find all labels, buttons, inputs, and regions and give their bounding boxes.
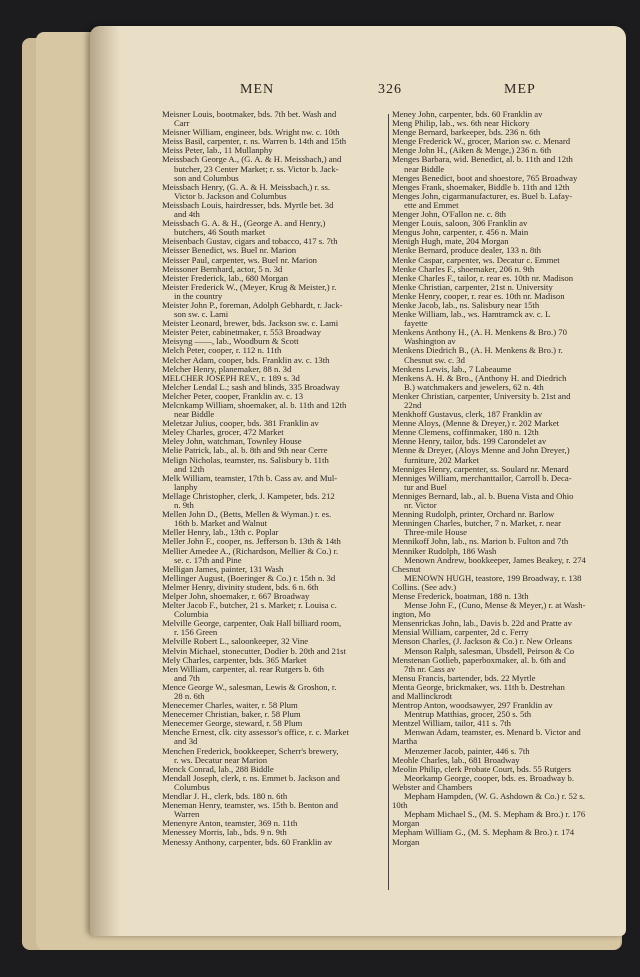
directory-entry: Meiss Basil, carpenter, r. ns. Warren b. 14th and 15th bbox=[162, 137, 347, 147]
directory-entry: ington, Mo bbox=[392, 610, 431, 620]
directory-entry-continuation: butchers, 46 South market bbox=[174, 228, 266, 238]
directory-entry-continuation: Menzemer Jacob, painter, 446 s. 7th bbox=[404, 746, 530, 756]
directory-entry: Menke Charles F., shoemaker, 206 n. 9th bbox=[392, 264, 535, 274]
directory-entry-continuation: n. 9th bbox=[174, 501, 194, 511]
directory-entry: Menges Barbara, wid. Benedict, al. b. 11th and 12th bbox=[392, 155, 573, 165]
directory-entry-continuation: lanphy bbox=[174, 482, 198, 492]
directory-entry-continuation: Chesnut sw. c. 3d bbox=[404, 355, 465, 365]
directory-entry-continuation: nr. Victor bbox=[404, 501, 437, 511]
directory-entry-continuation: 16th b. Market and Walnut bbox=[174, 519, 267, 529]
directory-entry-continuation: Columbia bbox=[174, 610, 209, 620]
directory-entry: Melmer Henry, divinity student, bds. 6 n. 6th bbox=[162, 582, 319, 592]
directory-entry: Menstenan Gotlieb, paperboxmaker, al. b. 6th and bbox=[392, 655, 566, 665]
directory-entry-continuation: ette and Emmet bbox=[404, 200, 459, 210]
directory-entry-continuation: Columbus bbox=[174, 782, 210, 792]
directory-entry: Chesnut bbox=[392, 564, 421, 574]
directory-entry: Meisenbach Gustav, cigars and tobacco, 417 s. 7th bbox=[162, 237, 338, 247]
directory-entry: Webster and Chambers bbox=[392, 782, 473, 792]
directory-entry: 10th bbox=[392, 801, 408, 811]
directory-entry: Meneman Henry, teamster, ws. 15th b. Benton and bbox=[162, 801, 338, 811]
directory-entry: Melligan James, painter, 131 Wash bbox=[162, 564, 284, 574]
directory-entry: Mense Frederick, boatman, 188 n. 13th bbox=[392, 591, 529, 601]
directory-entry: Meller Henry, lab., 13th c. Poplar bbox=[162, 528, 279, 538]
column-divider bbox=[388, 114, 389, 890]
directory-entry: Menker Christian, carpenter, University b. 21st and bbox=[392, 391, 571, 401]
directory-entry: Menne Henry, tailor, bds. 199 Carondelet av bbox=[392, 437, 547, 447]
directory-entry: Menck Conrad, lab., 288 Biddle bbox=[162, 764, 274, 774]
directory-entry: Meletzar Julius, cooper, bds. 381 Franklin av bbox=[162, 419, 319, 429]
directory-entry: Melcher Adam, cooper, bds. Franklin av. c. 13th bbox=[162, 355, 330, 365]
directory-entry: Melper John, shoemaker, r. 667 Broadway bbox=[162, 591, 310, 601]
directory-entry: Menkhoff Gustavus, clerk, 187 Franklin av bbox=[392, 410, 543, 420]
directory-entry: Meisser Paul, carpenter, ws. Buel nr. Marion bbox=[162, 255, 318, 265]
directory-entry: Melch Peter, cooper, r. 112 n. 11th bbox=[162, 346, 282, 356]
directory-entry: Menne Aloys, (Menne & Dreyer,) r. 202 Market bbox=[392, 419, 560, 429]
directory-entry-continuation: son sw. c. Lami bbox=[174, 310, 229, 320]
directory-entry-continuation: Warren bbox=[174, 810, 200, 820]
directory-entry-continuation: Meorkamp George, cooper, bds. es. Broadway b. bbox=[404, 773, 575, 783]
directory-entry: Menges Benedict, boot and shoestore, 765 Broadway bbox=[392, 173, 578, 183]
header-right-guide: MEP bbox=[504, 82, 536, 97]
directory-entry: Menke Henry, cooper, r. rear es. 10th nr. Madison bbox=[392, 291, 565, 301]
directory-entry: MELCHER JOSEPH REV., r. 189 s. 3d bbox=[162, 373, 300, 383]
directory-entry-continuation: furniture, 202 Market bbox=[404, 455, 480, 465]
directory-entry: Menges Frank, shoemaker, Biddle b. 11th and 12th bbox=[392, 182, 570, 192]
directory-entry-continuation: near Biddle bbox=[174, 410, 215, 420]
directory-entry: Morgan bbox=[392, 819, 420, 829]
directory-entry: Mellinger August, (Boeringer & Co.) r. 15th n. 3d bbox=[162, 573, 336, 583]
directory-entry: Meley John, watchman, Townley House bbox=[162, 437, 302, 447]
directory-entry-continuation: and 7th bbox=[174, 673, 200, 683]
directory-entry: Melcher Peter, cooper, Franklin av. c. 13 bbox=[162, 391, 304, 401]
directory-entry: Menning Rudolph, printer, Orchard nr. Barlow bbox=[392, 510, 555, 520]
right-column bbox=[392, 110, 624, 847]
directory-entry: Menkens A. H. & Bro., (Anthony H. and Diedrich bbox=[392, 373, 567, 383]
directory-entry: Mensu Francis, bartender, bds. 22 Myrtle bbox=[392, 673, 536, 683]
directory-entry-continuation: and 3d bbox=[174, 737, 198, 747]
directory-entry: Menke Charles F., tailor, r. rear es. 10th nr. Madison bbox=[392, 273, 574, 283]
directory-entry: Meng Philip, lab., ws. 6th near Hickory bbox=[392, 119, 530, 129]
directory-entry: Mellen John D., (Betts, Mellen & Wyman.) r. es. bbox=[162, 510, 332, 520]
header-left-guide: MEN bbox=[240, 82, 275, 97]
directory-entry: Mely Charles, carpenter, bds. 365 Market bbox=[162, 655, 307, 665]
directory-entry: Menge John H., (Aiken & Menge,) 236 n. 6th bbox=[392, 146, 552, 156]
directory-entry-continuation: tur and Buel bbox=[404, 482, 447, 492]
directory-entry: Melcher Lendal L.; sash and blinds, 335 Broadway bbox=[162, 382, 340, 392]
directory-entry: Morgan bbox=[392, 837, 420, 847]
directory-entry: Menniges William, merchanttailor, Carroll b. Deca- bbox=[392, 473, 572, 483]
running-header bbox=[90, 82, 626, 102]
directory-entry: Menniker Rudolph, 186 Wash bbox=[392, 546, 497, 556]
directory-entry: Meisser Benedict, ws. Buel nr. Marion bbox=[162, 246, 297, 256]
directory-entry-continuation: MENOWN HUGH, teastore, 199 Broadway, r. 138 bbox=[404, 573, 582, 583]
directory-entry: Melville Robert L., saloonkeeper, 32 Vine bbox=[162, 637, 309, 647]
directory-entry: Menge Bernard, barkeeper, bds. 236 n. 6th bbox=[392, 128, 541, 138]
directory-entry: Meissbach George A., (G. A. & H. Meissbach,) and bbox=[162, 155, 342, 165]
directory-entry: Men William, carpenter, al. rear Rutgers b. 6th bbox=[162, 664, 324, 674]
directory-entry: Meissbach G. A. & H., (George A. and Henry,) bbox=[162, 219, 326, 229]
directory-entry: Melvin Michael, stonecutter, Dodier b. 20th and 21st bbox=[162, 646, 346, 656]
directory-entry-continuation: B.) watchmakers and jewelers, 62 n. 4th bbox=[404, 382, 544, 392]
directory-entry: Meney John, carpenter, bds. 60 Franklin av bbox=[392, 110, 543, 119]
directory-entry-continuation: Carr bbox=[174, 119, 190, 129]
directory-entry-continuation: near Biddle bbox=[404, 164, 445, 174]
directory-entry: Mensenrickas John, lab., Davis b. 22d and Pratte av bbox=[392, 619, 572, 629]
directory-entry: Meisyng ——, lab., Woodburn & Scott bbox=[162, 337, 299, 347]
directory-entry: Meister Peter, cabinetmaker, r. 553 Broadway bbox=[162, 328, 322, 338]
directory-entry: Menessey Morris, lab., bds. 9 n. 9th bbox=[162, 828, 287, 838]
directory-entry: Mengus John, carpenter, r. 456 n. Main bbox=[392, 228, 529, 238]
directory-entry: and Mallinckrodt bbox=[392, 692, 453, 701]
directory-entry-continuation: se. c. 17th and Pine bbox=[174, 555, 242, 565]
directory-entry-continuation: 22nd bbox=[404, 401, 422, 410]
directory-entry: Menecemer George, steward, r. 58 Plum bbox=[162, 719, 303, 729]
directory-entry: Mennikoff John, lab., ns. Marion b. Fulton and 7th bbox=[392, 537, 569, 547]
directory-entry: Menson Charles, (J. Jackson & Co.) r. New Orleans bbox=[392, 637, 572, 647]
page-number: 326 bbox=[378, 82, 402, 97]
directory-entry: Melcher Henry, planemaker, 88 n. 3d bbox=[162, 364, 292, 374]
directory-entry-continuation: Washington av bbox=[404, 337, 456, 347]
directory-entry-continuation: Menown Andrew, bookkeeper, James Beakey, r. 274 bbox=[404, 555, 586, 565]
directory-entry: Menger John, O'Fallon ne. c. 8th bbox=[392, 210, 507, 220]
directory-entry: Menningen Charles, butcher, 7 n. Market, r. near bbox=[392, 519, 562, 529]
directory-entry: Menke Caspar, carpenter, ws. Decatur c. Emmet bbox=[392, 255, 560, 265]
directory-entry: Meister Frederick, lab., 680 Morgan bbox=[162, 273, 289, 283]
directory-entry-continuation: butcher, 23 Center Market; r. ss. Victor b. Jack- bbox=[174, 164, 339, 174]
directory-entry: Menger Louis, saloon, 306 Franklin av bbox=[392, 219, 528, 229]
directory-entry: Menke Christian, carpenter, 21st n. University bbox=[392, 282, 553, 292]
directory-entry: Menkens Diedrich B., (A. H. Menkens & Bro.) r. bbox=[392, 346, 563, 356]
directory-entry-continuation: Menson Ralph, salesman, Ubsdell, Peirson & Co bbox=[404, 646, 575, 656]
directory-entry: Mepham William G., (M. S. Mepham & Bro.) r. 174 bbox=[392, 828, 575, 838]
directory-entry: Melk William, teamster, 17th b. Cass av. and Mul- bbox=[162, 473, 338, 483]
directory-entry: Menges John, cigarmanufacturer, es. Buel b. Lafay- bbox=[392, 191, 573, 201]
directory-entry-continuation: Victor b. Jackson and Columbus bbox=[174, 191, 287, 201]
directory-entry: Menigh Hugh, mate, 204 Morgan bbox=[392, 237, 509, 247]
directory-entry: Menecemer Christian, baker, r. 58 Plum bbox=[162, 710, 301, 720]
directory-entry-continuation: fayette bbox=[404, 319, 428, 329]
directory-entry: Menecemer Charles, waiter, r. 58 Plum bbox=[162, 701, 298, 711]
directory-entry: Meohle Charles, lab., 681 Broadway bbox=[392, 755, 520, 765]
directory-entry: Menche Ernest, clk. city assessor's office, r. c. Market bbox=[162, 728, 349, 738]
directory-entry-continuation: Mentrup Matthias, grocer, 250 s. 5th bbox=[404, 710, 532, 720]
directory-entry: Collins. (See adv.) bbox=[392, 582, 457, 592]
directory-entry: Menta George, brickmaker, ws. 11th b. Destrehan bbox=[392, 682, 565, 692]
directory-entry: Menkens Lewis, lab., 7 Labeaume bbox=[392, 364, 512, 374]
directory-entry-continuation: Mepham Michael S., (M. S. Mepham & Bro.) r. 176 bbox=[404, 810, 586, 820]
directory-entry: Menke Bernard, produce dealer, 133 n. 8th bbox=[392, 246, 541, 256]
directory-entry: Mellier Amedee A., (Richardson, Mellier & Co.) r. bbox=[162, 546, 339, 556]
directory-entry-continuation: Menwan Adam, teamster, es. Menard b. Victor and bbox=[404, 728, 581, 738]
directory-entry: Melie Patrick, lab., al. b. 8th and 9th near Cerre bbox=[162, 446, 328, 456]
directory-entry: Mensial William, carpenter, 2d c. Ferry bbox=[392, 628, 529, 638]
directory-entry: Melcnkamp William, shoemaker, al. b. 11th and 12th bbox=[162, 401, 347, 410]
directory-entry: Menke William, lab., ws. Hamtramck av. c. L bbox=[392, 310, 551, 320]
directory-entry: Meister Leonard, brewer, bds. Jackson sw. c. Lami bbox=[162, 319, 339, 329]
directory-entry: Meissoner Bernhard, actor, 5 n. 3d bbox=[162, 264, 283, 274]
directory-entry-continuation: 7th nr. Cass av bbox=[404, 664, 456, 674]
directory-entry: Menniges Henry, carpenter, ss. Soulard nr. Menard bbox=[392, 464, 569, 474]
directory-entry-continuation: Three-mile House bbox=[404, 528, 467, 538]
directory-entry-continuation: in the country bbox=[174, 291, 223, 301]
directory-entry: Meisner William, engineer, bds. Wright nw. c. 10th bbox=[162, 128, 340, 138]
directory-entry: Meiss Peter, lab., 11 Mullanphy bbox=[162, 146, 273, 156]
directory-entry-continuation: r. ws. Decatur near Marion bbox=[174, 755, 268, 765]
directory-entry: Menge Frederick W., grocer, Marion sw. c. Menard bbox=[392, 137, 571, 147]
directory-entry: Menkens Anthony H., (A. H. Menkens & Bro.) 70 bbox=[392, 328, 567, 338]
directory-entry: Meisner Louis, bootmaker, bds. 7th bet. Wash and bbox=[162, 110, 337, 119]
directory-page bbox=[90, 26, 626, 936]
directory-entry: Meister Frederick W., (Meyer, Krug & Meister,) r. bbox=[162, 282, 337, 292]
directory-entry: Melter Jacob F., butcher, 21 s. Market; r. Louisa c. bbox=[162, 601, 337, 611]
directory-entry: Menniges Bernard, lab., al. b. Buena Vista and Ohio bbox=[392, 491, 574, 501]
directory-entry: Menessy Anthony, carpenter, bds. 60 Franklin av bbox=[162, 837, 333, 847]
directory-entry: Mence George W., salesman, Lewis & Groshon, r. bbox=[162, 682, 337, 692]
directory-entry: Menenyre Anton, teamster, 369 n. 11th bbox=[162, 819, 298, 829]
directory-entry: Meolin Philip, clerk Probate Court, bds. 55 Rutgers bbox=[392, 764, 572, 774]
directory-entry: Meissbach Henry, (G. A. & H. Meissbach,) r. ss. bbox=[162, 182, 331, 192]
binding-shadow bbox=[90, 26, 120, 936]
directory-entry: Meley Charles, grocer, 472 Market bbox=[162, 428, 284, 438]
directory-entry: Mentzel William, tailor, 411 s. 7th bbox=[392, 719, 511, 729]
directory-entry: Meller John F., cooper, ns. Jefferson b. 13th & 14th bbox=[162, 537, 341, 547]
directory-entry: Mentrop Anton, woodsawyer, 297 Franklin av bbox=[392, 701, 553, 711]
directory-entry-continuation: r. 156 Green bbox=[174, 628, 218, 638]
directory-entry-continuation: Mepham Hampden, (W. G. Ashdown & Co.) r. 52 s. bbox=[404, 792, 585, 802]
directory-entry: Melign Nicholas, teamster, ns. Salisbury b. 11th bbox=[162, 455, 329, 465]
directory-entry: Meissbach Louis, hairdresser, bds. Myrtle bet. 3d bbox=[162, 200, 334, 210]
directory-entry: Menne Clemens, coffinmaker, 180 n. 12th bbox=[392, 428, 539, 438]
left-column bbox=[162, 110, 394, 847]
directory-entry-continuation: and 4th bbox=[174, 210, 200, 220]
directory-entry: Melville George, carpenter, Oak Hall billiard room, bbox=[162, 619, 342, 629]
directory-entry: Menke Jacob, lab., ns. Salisbury near 15th bbox=[392, 300, 540, 310]
directory-entry-continuation: and 12th bbox=[174, 464, 205, 474]
directory-entry-continuation: 28 n. 6th bbox=[174, 692, 205, 701]
directory-entry: Martha bbox=[392, 737, 418, 747]
directory-entry: Mendlar J. H., clerk, bds. 180 n. 6th bbox=[162, 792, 288, 802]
directory-entry: Mellage Christopher, clerk, J. Kampeter, bds. 212 bbox=[162, 491, 335, 501]
directory-entry: Menne & Dreyer, (Aloys Menne and John Dreyer,) bbox=[392, 446, 570, 456]
directory-entry: Meister John P., foreman, Adolph Gebhardt, r. Jack- bbox=[162, 300, 343, 310]
directory-entry: Menchen Frederick, bookkeeper, Scherr's brewery, bbox=[162, 746, 339, 756]
directory-entry: Mendall Joseph, clerk, r. ns. Emmet b. Jackson and bbox=[162, 773, 340, 783]
directory-entry-continuation: Mense John F., (Cuno, Mense & Meyer,) r. at Wash- bbox=[404, 601, 586, 611]
directory-entry-continuation: son and Columbus bbox=[174, 173, 239, 183]
